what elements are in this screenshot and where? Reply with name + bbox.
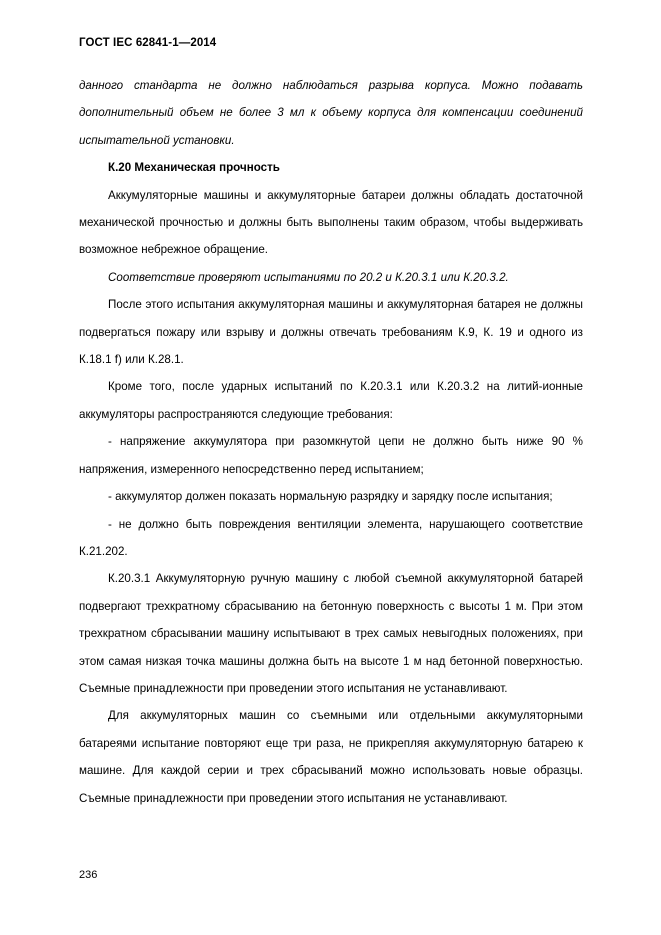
paragraph: Аккумуляторные машины и аккумуляторные батареи должны обладать достаточной механической прочностью и должны быть выполнены таким образом, чтобы выдерживать возможное небрежное обращение. — [79, 188, 583, 257]
page-number: 236 — [79, 869, 98, 881]
paragraph: Кроме того, после ударных испытаний по К.20.3.1 или К.20.3.2 на литий-ионные аккумуляторы распространяются следующие требования: — [79, 380, 583, 421]
paragraph: Для аккумуляторных машин со съемными или отдельными аккумуляторными батареями испытание повторяют еще три раза, не прикрепляя аккумуляторную батарею к машине. Для каждой серии и трех сбрасываний можно использовать новые образцы. Съемные принадлежности при проведении этого испытания не устанавливают. — [79, 709, 583, 805]
section-heading: К.20 Механическая прочность — [108, 161, 280, 175]
paragraph: К.20.3.1 Аккумуляторную ручную машину с любой съемной аккумуляторной батарей подвергают трехкратному сбрасыванию на бетонную поверхность с высоты 1 м. При этом трехкратном сбрасывании машину испытывают в трех самых невыгодных положениях, при этом самая низкая точка машины должна быть на высоте 1 м над бетонной поверхностью. Съемные принадлежности при проведении этого испытания не устанавливают. — [79, 572, 583, 695]
list-item: - напряжение аккумулятора при разомкнутой цепи не должно быть ниже 90 % напряжения, измеренного непосредственно перед испытанием; — [79, 435, 583, 476]
list-item: - аккумулятор должен показать нормальную разрядку и зарядку после испытания; — [108, 490, 553, 504]
body-text — [79, 72, 583, 812]
paragraph-continuation: данного стандарта не должно наблюдаться разрыва корпуса. Можно подавать дополнительный объем не более 3 мл к объему корпуса для компенсации соединений испытательной установки. — [79, 79, 583, 147]
paragraph: После этого испытания аккумуляторная машины и аккумуляторная батарея не должны подвергаться пожару или взрыву и должны отвечать требованиям К.9, К. 19 и одного из К.18.1 f) или К.28.1. — [79, 298, 583, 367]
document-header: ГОСТ IEC 62841-1—2014 — [79, 37, 217, 49]
paragraph-compliance: Соответствие проверяют испытаниями по 20.2 и К.20.3.1 или К.20.3.2. — [108, 270, 509, 284]
list-item: - не должно быть повреждения вентиляции элемента, нарушающего соответствие К.21.202. — [79, 517, 583, 558]
